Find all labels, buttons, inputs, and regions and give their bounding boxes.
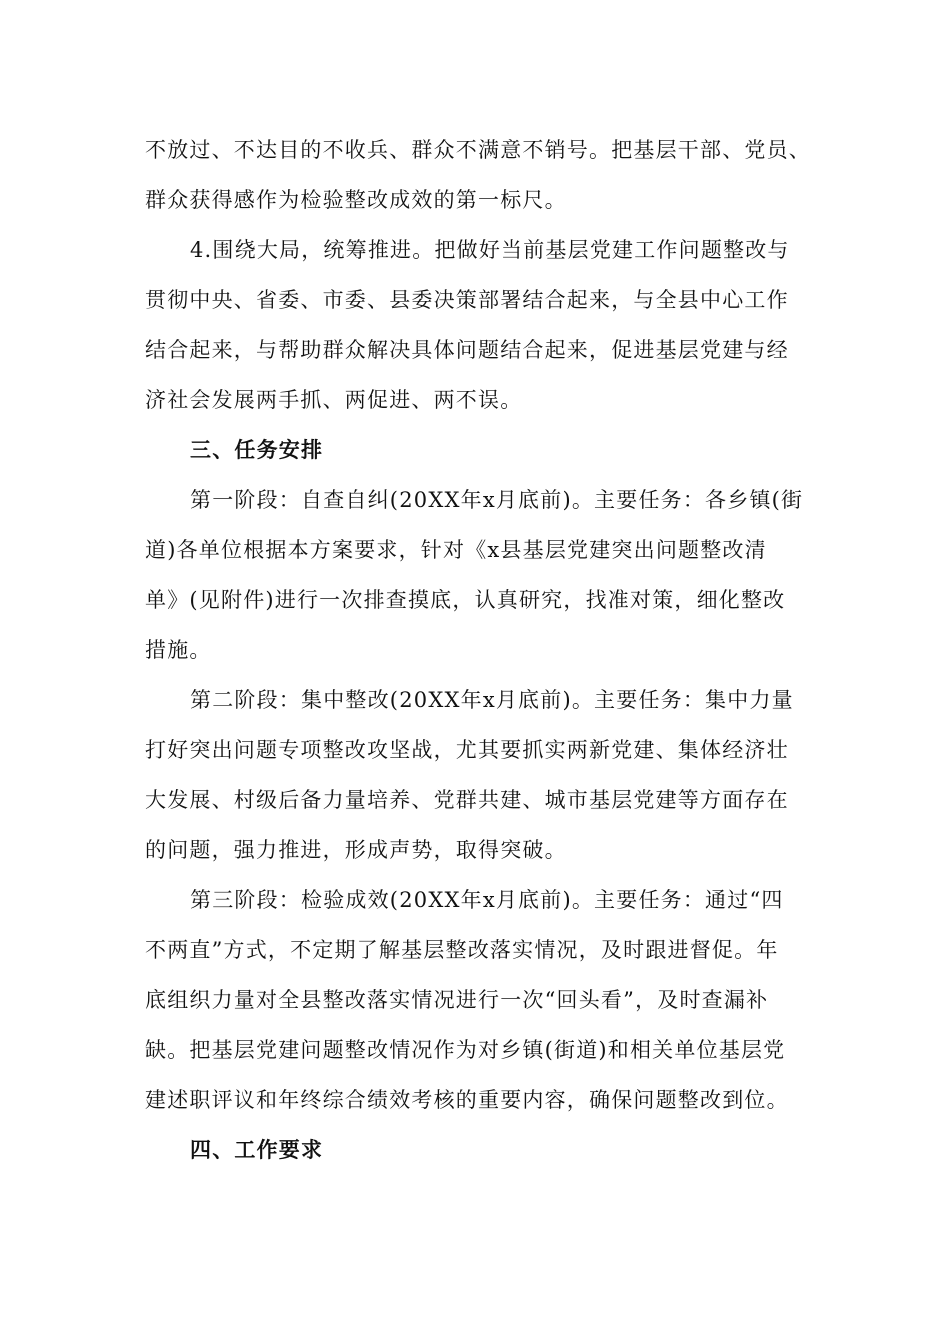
text-line: 的问题，强力推进，形成声势，取得突破。	[145, 838, 567, 862]
section-heading: 三、任务安排	[190, 437, 324, 462]
text-line: 缺。把基层党建问题整改情况作为对乡镇(街道)和相关单位基层党	[145, 1038, 786, 1062]
text-line: 不放过、不达目的不收兵、群众不满意不销号。把基层干部、党员、	[145, 138, 811, 162]
text-line: 单》(见附件)进行一次排查摸底，认真研究，找准对策，细化整改	[145, 588, 786, 612]
section-heading: 四、工作要求	[190, 1137, 324, 1162]
text-line: 贯彻中央、省委、市委、县委决策部署结合起来，与全县中心工作	[145, 288, 789, 312]
text-line: 大发展、村级后备力量培养、党群共建、城市基层党建等方面存在	[145, 788, 789, 812]
paragraph-start-line: 第二阶段：集中整改(20XX年x月底前)。主要任务：集中力量	[190, 688, 794, 712]
paragraph-start-line: 第一阶段：自查自纠(20XX年x月底前)。主要任务：各乡镇(街	[190, 488, 804, 512]
text-line: 建述职评议和年终综合绩效考核的重要内容，确保问题整改到位。	[145, 1088, 789, 1112]
text-line: 道)各单位根据本方案要求，针对《x县基层党建突出问题整改清	[145, 538, 767, 562]
text-line: 群众获得感作为检验整改成效的第一标尺。	[145, 188, 567, 212]
text-line: 底组织力量对全县整改落实情况进行一次“回头看”，及时查漏补	[145, 988, 769, 1012]
text-line: 不两直”方式，不定期了解基层整改落实情况，及时跟进督促。年	[145, 938, 779, 962]
text-line: 打好突出问题专项整改攻坚战，尤其要抓实两新党建、集体经济壮	[145, 738, 789, 762]
text-line: 结合起来，与帮助群众解决具体问题结合起来，促进基层党建与经	[145, 338, 789, 362]
paragraph-start-line: 4.围绕大局，统筹推进。把做好当前基层党建工作问题整改与	[190, 238, 790, 262]
text-line: 措施。	[145, 638, 212, 662]
paragraph-start-line: 第三阶段：检验成效(20XX年x月底前)。主要任务：通过“四	[190, 888, 784, 912]
text-line: 济社会发展两手抓、两促进、两不误。	[145, 388, 523, 412]
